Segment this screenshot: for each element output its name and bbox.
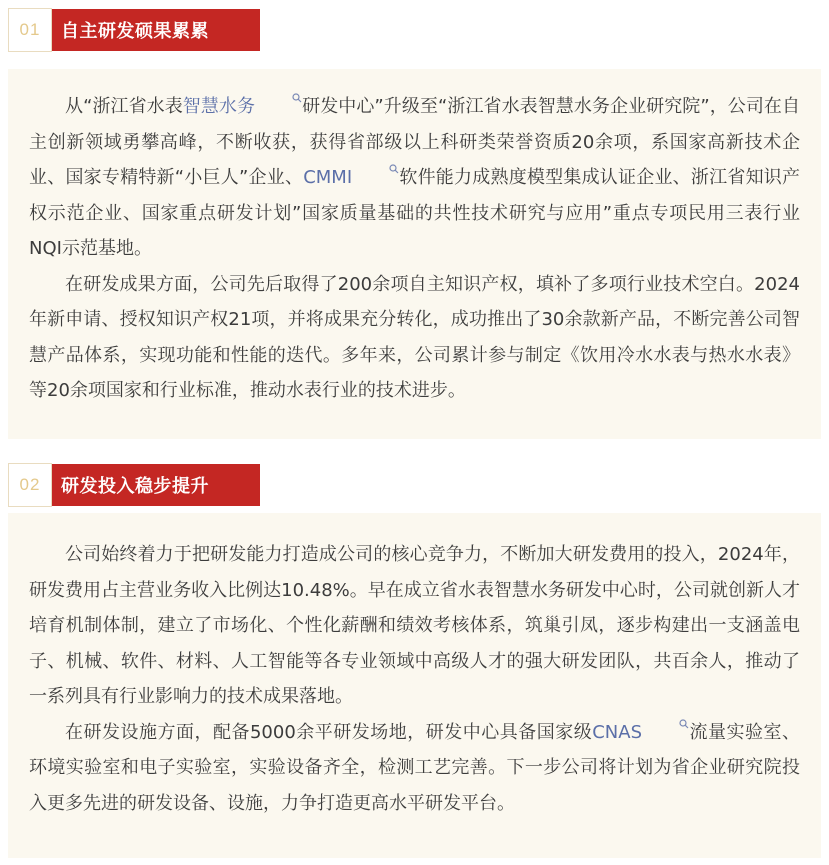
text-segment: 在研发设施方面，配备5000余平研发场地，研发中心具备国家级 bbox=[65, 721, 593, 743]
section-header-01 bbox=[8, 8, 260, 52]
section-number-01: 01 bbox=[8, 8, 52, 52]
section-body-01 bbox=[8, 69, 821, 439]
keyword-link-cmmi[interactable]: CMMI bbox=[303, 167, 353, 188]
section-number-02: 02 bbox=[8, 463, 52, 507]
section-title-02: 研发投入稳步提升 bbox=[52, 464, 260, 506]
text-segment: 公司始终着力于把研发能力打造成公司的核心竞争力，不断加大研发费用的投入，2024年，研发费用占主营业务收入比例达10.48%。早在成立省水表智慧水务研发中心时，公司就创新人才培育机制体制，建立了市场化、个性化薪酬和绩效考核体系，筑巢引凤，逐步构建出一支涵盖电子、机械、软件、材料、人工智能等各专业领域中高级人才的强大研发团队，共百余人，推动了一系列具有行业影响力的技术成果落地。 bbox=[29, 544, 800, 707]
text-segment: 研发中心”升级至“浙江省水表智慧水务企业研究院”，公司在自主创新领域勇攀高峰，不断收获，获得省部级以上科研类荣誉资质20余项，系国家高新技术企业、国家专精特新“小巨人”企业、 bbox=[29, 96, 800, 188]
search-icon[interactable] bbox=[353, 164, 399, 176]
keyword-link-cnas[interactable]: CNAS bbox=[592, 721, 643, 743]
paragraph bbox=[29, 89, 800, 267]
section-header-02 bbox=[8, 463, 260, 507]
text-segment: 软件能力成熟度模型集成认证企业、浙江省知识产权示范企业、国家重点研发计划”国家质量基础的共性技术研究与应用”重点专项民用三表行业NQI示范基地。 bbox=[29, 167, 801, 259]
text-segment: 流量实验室、环境实验室和电子实验室，实验设备齐全，检测工艺完善。下一步公司将计划为省企业研究院投入更多先进的研发设备、设施，力争打造更高水平研发平台。 bbox=[29, 721, 800, 814]
section-body-02 bbox=[8, 513, 821, 858]
section-title-01: 自主研发硕果累累 bbox=[52, 9, 260, 51]
text-segment: 从“浙江省水表 bbox=[65, 96, 183, 117]
keyword-link-smart-water[interactable]: 智慧水务 bbox=[182, 96, 256, 117]
text-segment: 在研发成果方面，公司先后取得了200余项自主知识产权，填补了多项行业技术空白。2024年新申请、授权知识产权21项，并将成果充分转化，成功推出了30余款新产品，不断完善公司智慧产品体系，实现功能和性能的迭代。多年来，公司累计参与制定《饮用冷水水表与热水水表》等20余项国家和行业标准，推动水表行业的技术进步。 bbox=[29, 273, 800, 401]
paragraph bbox=[29, 267, 800, 409]
search-icon[interactable] bbox=[643, 719, 689, 731]
search-icon[interactable] bbox=[256, 93, 302, 105]
paragraph bbox=[29, 715, 800, 822]
paragraph bbox=[29, 537, 800, 715]
